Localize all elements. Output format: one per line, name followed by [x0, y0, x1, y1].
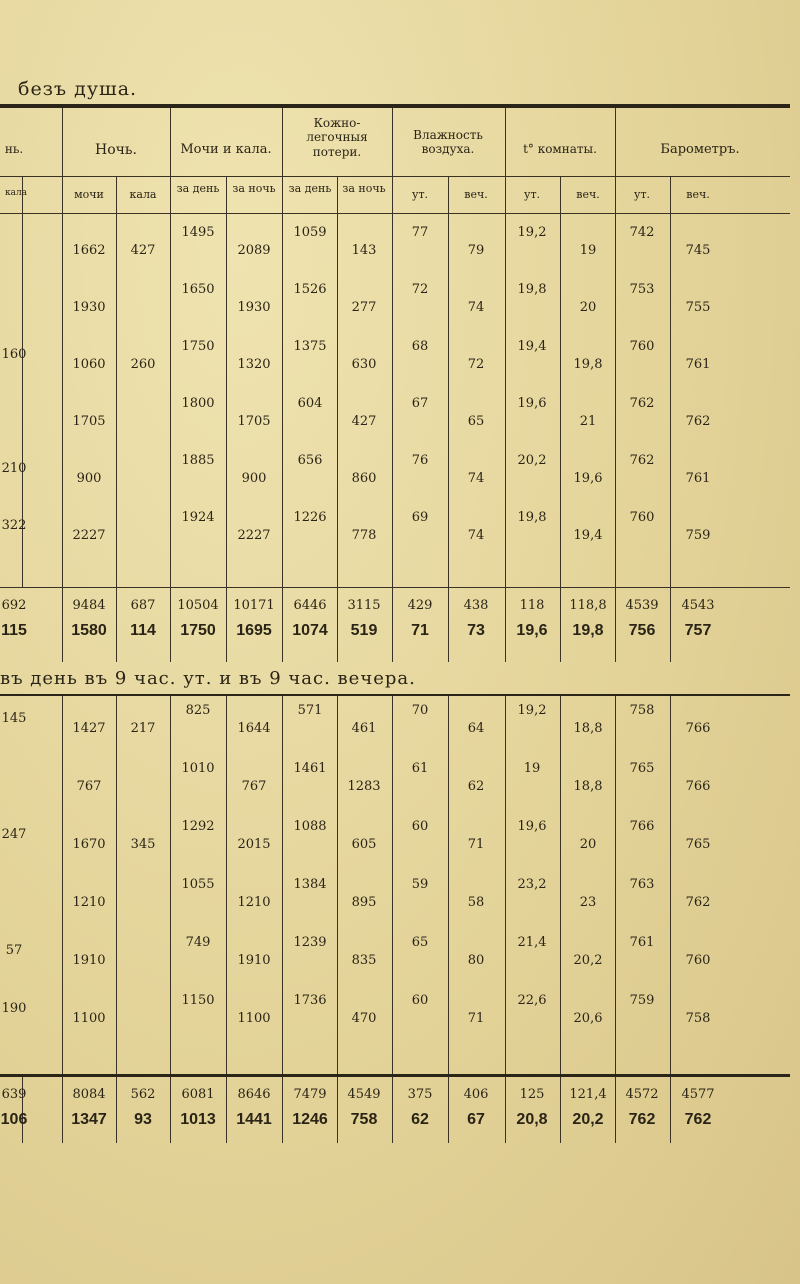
table-cell: 23,2 — [517, 877, 547, 892]
table-cell: 71 — [467, 837, 485, 852]
sub-skin-night: за ночь — [342, 182, 386, 195]
table-cell: 2227 — [72, 528, 106, 543]
table-cell: 767 — [241, 779, 267, 794]
table-cell: 766 — [685, 779, 711, 794]
table-cell: 742 — [629, 225, 655, 240]
table-cell: 19,8 — [573, 357, 603, 372]
header-barometer: Барометръ. — [660, 142, 740, 157]
table-cell: 1210 — [72, 895, 106, 910]
table-cell: 1427 — [72, 721, 106, 736]
table-cell: 19,4 — [573, 528, 603, 543]
header-urine-feces: Мочи и кала. — [180, 142, 272, 157]
table-cell: 21 — [579, 414, 597, 429]
header-night: Ночь. — [95, 142, 137, 158]
table-cell: 72 — [467, 357, 485, 372]
average-cell: 757 — [684, 622, 712, 639]
table-cell: 74 — [467, 300, 485, 315]
table-cell: 1055 — [181, 877, 215, 892]
average-cell: 106 — [0, 1111, 28, 1128]
average-cell: 1695 — [236, 622, 272, 639]
average-cell: 762 — [628, 1111, 656, 1128]
table-cell: 760 — [685, 953, 711, 968]
table-cell: 18,8 — [573, 721, 603, 736]
total-cell: 687 — [130, 598, 156, 613]
average-cell: 1074 — [292, 622, 328, 639]
average-cell: 758 — [350, 1111, 378, 1128]
table-cell: 20,6 — [573, 1011, 603, 1026]
section-1-totals — [0, 588, 790, 662]
table-cell: 60 — [411, 819, 429, 834]
total-cell: 4539 — [625, 598, 659, 613]
average-cell: 756 — [628, 622, 656, 639]
table-cell: 1910 — [72, 953, 106, 968]
sub-hum-ut: ут. — [411, 188, 429, 201]
table-cell: 1239 — [293, 935, 327, 950]
table-cell: 80 — [467, 953, 485, 968]
table-cell: 761 — [685, 357, 711, 372]
total-cell: 4572 — [625, 1087, 659, 1102]
header-col0: нь. — [4, 142, 24, 156]
average-cell: 93 — [134, 1111, 152, 1128]
sub-bar-vech: веч. — [686, 188, 710, 201]
table-cell: 762 — [685, 414, 711, 429]
table-cell: 1650 — [181, 282, 215, 297]
table-cell: 762 — [629, 396, 655, 411]
table-cell: 604 — [297, 396, 323, 411]
average-cell: 1347 — [71, 1111, 107, 1128]
table-cell: 59 — [411, 877, 429, 892]
table-cell: 765 — [629, 761, 655, 776]
caption-top: безъ душа. — [18, 78, 138, 100]
table-cell: 19,2 — [517, 225, 547, 240]
section-1-body — [0, 214, 790, 588]
table-cell: 247 — [1, 827, 27, 842]
table-cell: 765 — [685, 837, 711, 852]
table-cell: 20 — [579, 837, 597, 852]
total-cell: 692 — [1, 598, 27, 613]
table-cell: 1930 — [237, 300, 271, 315]
table-cell: 755 — [685, 300, 711, 315]
caption-mid: въ день въ 9 час. ут. и въ 9 час. вечера. — [0, 668, 416, 689]
table-cell: 571 — [297, 703, 323, 718]
table-cell: 1736 — [293, 993, 327, 1008]
sub-temp-ut: ут. — [523, 188, 541, 201]
table-cell: 758 — [629, 703, 655, 718]
table-cell: 22,6 — [517, 993, 547, 1008]
table-cell: 1100 — [72, 1011, 106, 1026]
total-cell: 3115 — [347, 598, 381, 613]
table-cell: 77 — [411, 225, 429, 240]
sub-bar-ut: ут. — [633, 188, 651, 201]
total-cell: 118,8 — [569, 598, 607, 613]
table-cell: 19,4 — [517, 339, 547, 354]
table-cell: 1930 — [72, 300, 106, 315]
table-cell: 1283 — [347, 779, 381, 794]
table-cell: 21,4 — [517, 935, 547, 950]
total-cell: 406 — [463, 1087, 489, 1102]
table-cell: 57 — [5, 943, 23, 958]
table-cell: 217 — [130, 721, 156, 736]
total-cell: 10171 — [233, 598, 275, 613]
average-cell: 73 — [467, 622, 485, 639]
table-cell: 753 — [629, 282, 655, 297]
total-cell: 4577 — [681, 1087, 715, 1102]
total-cell: 375 — [407, 1087, 433, 1102]
table-cell: 19,8 — [517, 510, 547, 525]
table-cell: 345 — [130, 837, 156, 852]
total-cell: 8646 — [237, 1087, 271, 1102]
table-cell: 470 — [351, 1011, 377, 1026]
table-cell: 1210 — [237, 895, 271, 910]
table-cell: 18,8 — [573, 779, 603, 794]
table-cell: 778 — [351, 528, 377, 543]
table-cell: 277 — [351, 300, 377, 315]
table-cell: 1800 — [181, 396, 215, 411]
total-cell: 118 — [519, 598, 545, 613]
table-cell: 65 — [411, 935, 429, 950]
sub-temp-vech: веч. — [576, 188, 600, 201]
sub-mochi: мочи — [74, 188, 104, 201]
sub-skin-day: за день — [288, 182, 332, 195]
table-cell: 19,6 — [573, 471, 603, 486]
table-cell: 1662 — [72, 243, 106, 258]
section-2-body — [0, 696, 790, 1074]
total-cell: 125 — [519, 1087, 545, 1102]
table-cell: 760 — [629, 339, 655, 354]
table-cell: 762 — [629, 453, 655, 468]
total-cell: 7479 — [293, 1087, 327, 1102]
table-cell: 1526 — [293, 282, 327, 297]
table-cell: 260 — [130, 357, 156, 372]
table-cell: 835 — [351, 953, 377, 968]
table-cell: 72 — [411, 282, 429, 297]
table-cell: 427 — [130, 243, 156, 258]
table-cell: 1885 — [181, 453, 215, 468]
table-cell: 210 — [1, 461, 27, 476]
total-cell: 639 — [1, 1087, 27, 1102]
table-cell: 1059 — [293, 225, 327, 240]
table-cell: 76 — [411, 453, 429, 468]
table-cell: 605 — [351, 837, 377, 852]
table-cell: 61 — [411, 761, 429, 776]
table-cell: 1750 — [181, 339, 215, 354]
table-cell: 461 — [351, 721, 377, 736]
average-cell: 1580 — [71, 622, 107, 639]
average-cell: 19,8 — [572, 622, 604, 639]
table-cell: 1010 — [181, 761, 215, 776]
table-cell: 2089 — [237, 243, 271, 258]
table-cell: 1375 — [293, 339, 327, 354]
table-cell: 2227 — [237, 528, 271, 543]
sub-kala2: кала — [129, 188, 157, 201]
sub-hum-vech: веч. — [464, 188, 488, 201]
header-skin: Кожно-легочныя потери. — [306, 116, 368, 159]
table-cell: 19,2 — [517, 703, 547, 718]
table-cell: 1924 — [181, 510, 215, 525]
table-cell: 20 — [579, 300, 597, 315]
table-cell: 1088 — [293, 819, 327, 834]
table-cell: 1100 — [237, 1011, 271, 1026]
table-header — [0, 108, 790, 214]
table-cell: 19 — [579, 243, 597, 258]
table-cell: 322 — [1, 518, 27, 533]
table-cell: 762 — [685, 895, 711, 910]
average-cell: 1013 — [180, 1111, 216, 1128]
table-cell: 749 — [185, 935, 211, 950]
table-cell: 1461 — [293, 761, 327, 776]
table-cell: 630 — [351, 357, 377, 372]
total-cell: 6446 — [293, 598, 327, 613]
table-cell: 1495 — [181, 225, 215, 240]
table-cell: 67 — [411, 396, 429, 411]
table-cell: 763 — [629, 877, 655, 892]
table-cell: 761 — [685, 471, 711, 486]
section-2-totals — [0, 1077, 790, 1143]
total-cell: 438 — [463, 598, 489, 613]
table-cell: 19,6 — [517, 396, 547, 411]
table-cell: 1150 — [181, 993, 215, 1008]
table-cell: 825 — [185, 703, 211, 718]
table-cell: 761 — [629, 935, 655, 950]
table-cell: 20,2 — [573, 953, 603, 968]
average-cell: 67 — [467, 1111, 485, 1128]
sub-kala: кала — [4, 188, 28, 198]
table-cell: 759 — [629, 993, 655, 1008]
total-cell: 10504 — [177, 598, 219, 613]
table-cell: 74 — [467, 471, 485, 486]
table-cell: 19,6 — [517, 819, 547, 834]
table-cell: 19 — [523, 761, 541, 776]
table-cell: 1910 — [237, 953, 271, 968]
table-cell: 760 — [629, 510, 655, 525]
table-cell: 23 — [579, 895, 597, 910]
average-cell: 519 — [350, 622, 378, 639]
table-cell: 1384 — [293, 877, 327, 892]
table-cell: 427 — [351, 414, 377, 429]
average-cell: 115 — [1, 622, 27, 639]
table-cell: 145 — [1, 711, 27, 726]
table-cell: 20,2 — [517, 453, 547, 468]
table-cell: 766 — [685, 721, 711, 736]
table-cell: 758 — [685, 1011, 711, 1026]
table-cell: 19,8 — [517, 282, 547, 297]
total-cell: 4543 — [681, 598, 715, 613]
table-cell: 58 — [467, 895, 485, 910]
table-cell: 745 — [685, 243, 711, 258]
average-cell: 62 — [411, 1111, 429, 1128]
table-cell: 190 — [1, 1001, 27, 1016]
table-cell: 1320 — [237, 357, 271, 372]
average-cell: 20,8 — [516, 1111, 548, 1128]
total-cell: 121,4 — [569, 1087, 607, 1102]
table-cell: 860 — [351, 471, 377, 486]
table-cell: 656 — [297, 453, 323, 468]
table-cell: 759 — [685, 528, 711, 543]
table-cell: 900 — [76, 471, 102, 486]
sub-night: за ночь — [232, 182, 276, 195]
table-cell: 1705 — [72, 414, 106, 429]
table-cell: 1226 — [293, 510, 327, 525]
total-cell: 9484 — [72, 598, 106, 613]
table-cell: 65 — [467, 414, 485, 429]
table-cell: 62 — [467, 779, 485, 794]
total-cell: 6081 — [181, 1087, 215, 1102]
total-cell: 429 — [407, 598, 433, 613]
average-cell: 19,6 — [516, 622, 548, 639]
table-cell: 143 — [351, 243, 377, 258]
table-cell: 70 — [411, 703, 429, 718]
average-cell: 1441 — [236, 1111, 272, 1128]
table-cell: 1292 — [181, 819, 215, 834]
table-cell: 766 — [629, 819, 655, 834]
table-cell: 895 — [351, 895, 377, 910]
table-cell: 160 — [1, 347, 27, 362]
table-cell: 69 — [411, 510, 429, 525]
sub-day: за день — [176, 182, 220, 195]
header-humidity: Влажность воздуха. — [413, 128, 483, 157]
table-cell: 1705 — [237, 414, 271, 429]
average-cell: 762 — [684, 1111, 712, 1128]
table-cell: 2015 — [237, 837, 271, 852]
table-cell: 79 — [467, 243, 485, 258]
table-cell: 74 — [467, 528, 485, 543]
average-cell: 1246 — [292, 1111, 328, 1128]
table-cell: 1670 — [72, 837, 106, 852]
average-cell: 20,2 — [572, 1111, 604, 1128]
table-cell: 64 — [467, 721, 485, 736]
table-cell: 1644 — [237, 721, 271, 736]
header-temp: t° комнаты. — [523, 142, 597, 156]
average-cell: 114 — [130, 622, 156, 639]
total-cell: 8084 — [72, 1087, 106, 1102]
table-cell: 60 — [411, 993, 429, 1008]
table-cell: 68 — [411, 339, 429, 354]
table-cell: 1060 — [72, 357, 106, 372]
table-cell: 71 — [467, 1011, 485, 1026]
average-cell: 71 — [411, 622, 429, 639]
table-cell: 767 — [76, 779, 102, 794]
total-cell: 562 — [130, 1087, 156, 1102]
average-cell: 1750 — [180, 622, 216, 639]
total-cell: 4549 — [347, 1087, 381, 1102]
table-cell: 900 — [241, 471, 267, 486]
